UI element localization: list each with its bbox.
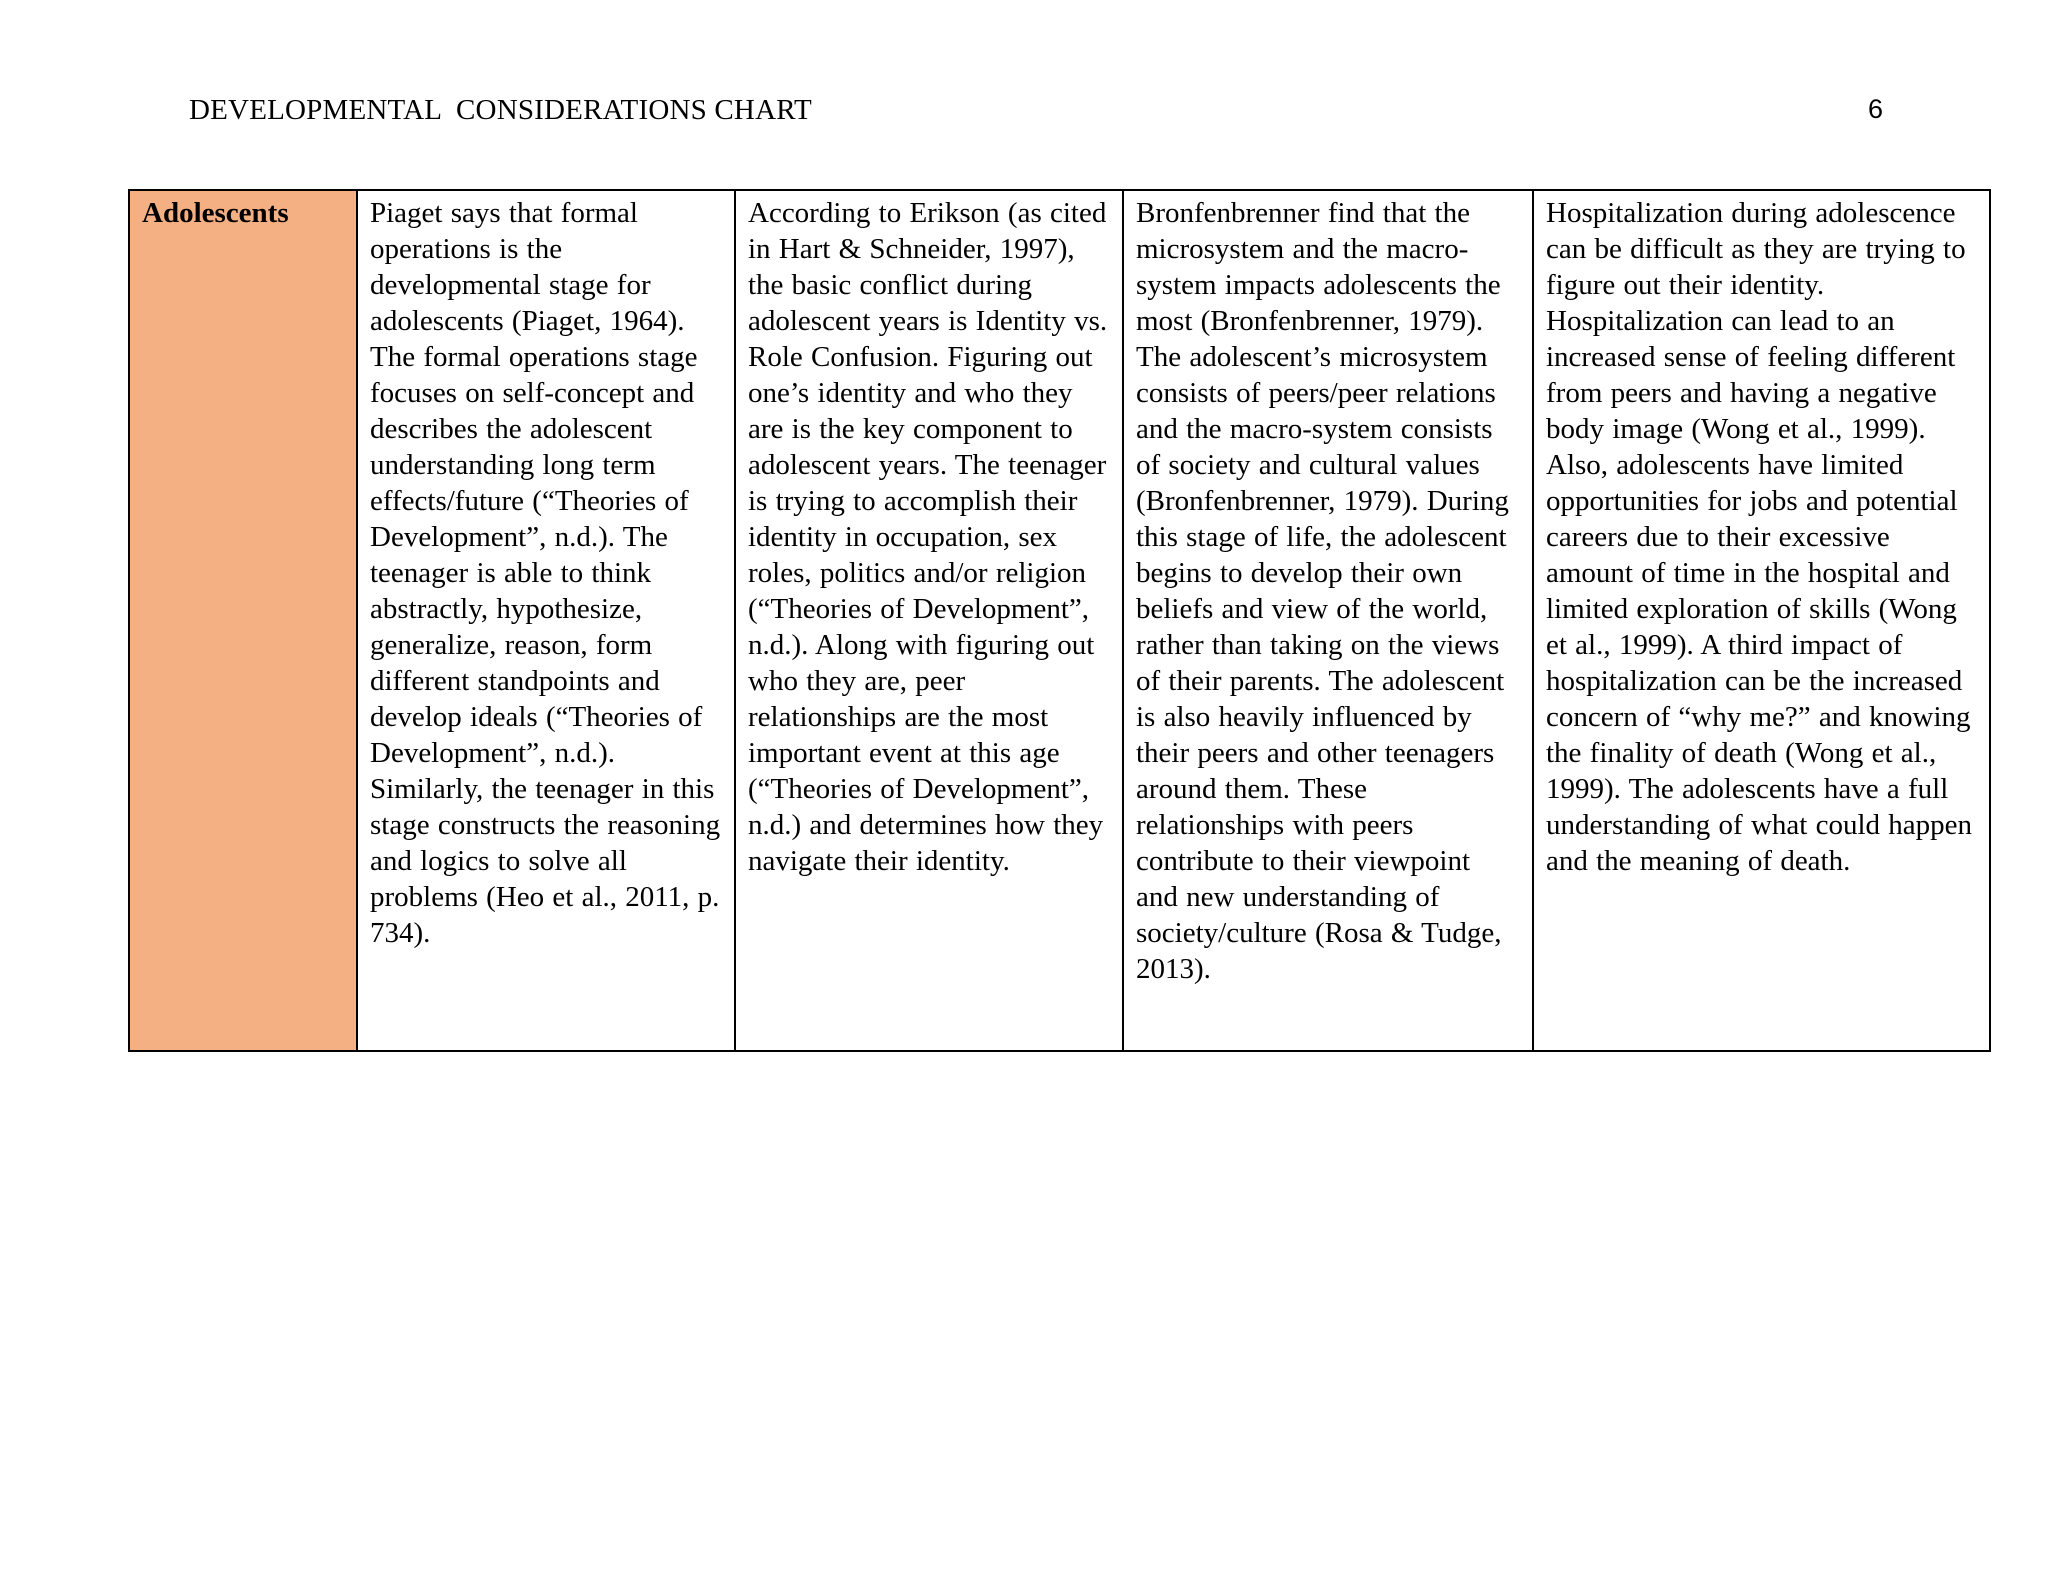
stage-label: Adolescents <box>142 197 289 229</box>
hospitalization-text: Hospitalization during adolescence can be difficult as they are trying to figure out their identity. Hospitalization can lead to an increased sense of feeling different from peers and having a negative body image (Wong et al., 1999). Also, adolescents have limited opportunities for jobs and potential careers due to their excessive amount of time in the hospital and limited exploration of skills (Wong et al., 1999). A third impact of hospitalization can be the increased concern of “why me?” and knowing the finality of death (Wong et al., 1999). The adolescents have a full understanding of what could happen and the meaning of death. <box>1546 197 1973 877</box>
bronfenbrenner-cell <box>1123 190 1533 1051</box>
page-number: 6 <box>1868 94 1884 124</box>
table-row <box>129 190 1990 1051</box>
stage-label-cell <box>129 190 357 1051</box>
piaget-text: Piaget says that formal operations is the developmental stage for adolescents (Piaget, 1964). The formal operations stage focuses on self-concept and describes the adolescent understanding long term effects/future (“Theories of Development”, n.d.). The teenager is able to think abstractly, hypothesize, generalize, reason, form different standpoints and develop ideals (“Theories of Development”, n.d.). Similarly, the teenager in this stage constructs the reasoning and logics to solve all problems (Heo et al., 2011, p. 734). <box>370 197 721 949</box>
running-head: DEVELOPMENTAL CONSIDERATIONS CHART <box>189 94 812 126</box>
developmental-chart-table <box>128 189 1991 1052</box>
erikson-cell <box>735 190 1123 1051</box>
bronfenbrenner-text: Bronfenbrenner find that the microsystem and the macro-system impacts adolescents the most (Bronfenbrenner, 1979). The adolescent’s microsystem consists of peers/peer relations and the macro-system consists of society and cultural values (Bronfenbrenner, 1979). During this stage of life, the adolescent begins to develop their own beliefs and view of the world, rather than taking on the views of their parents. The adolescent is also heavily influenced by their peers and other teenagers around them. These relationships with peers contribute to their viewpoint and new understanding of society/culture (Rosa & Tudge, 2013). <box>1136 197 1509 985</box>
hospitalization-cell <box>1533 190 1990 1051</box>
piaget-cell <box>357 190 735 1051</box>
erikson-text: According to Erikson (as cited in Hart & Schneider, 1997), the basic conflict during adolescent years is Identity vs. Role Confusion. Figuring out one’s identity and who they are is the key component to adolescent years. The teenager is trying to accomplish their identity in occupation, sex roles, politics and/or religion (“Theories of Development”, n.d.). Along with figuring out who they are, peer relationships are the most important event at this age (“Theories of Development”, n.d.) and determines how they navigate their identity. <box>748 197 1108 877</box>
